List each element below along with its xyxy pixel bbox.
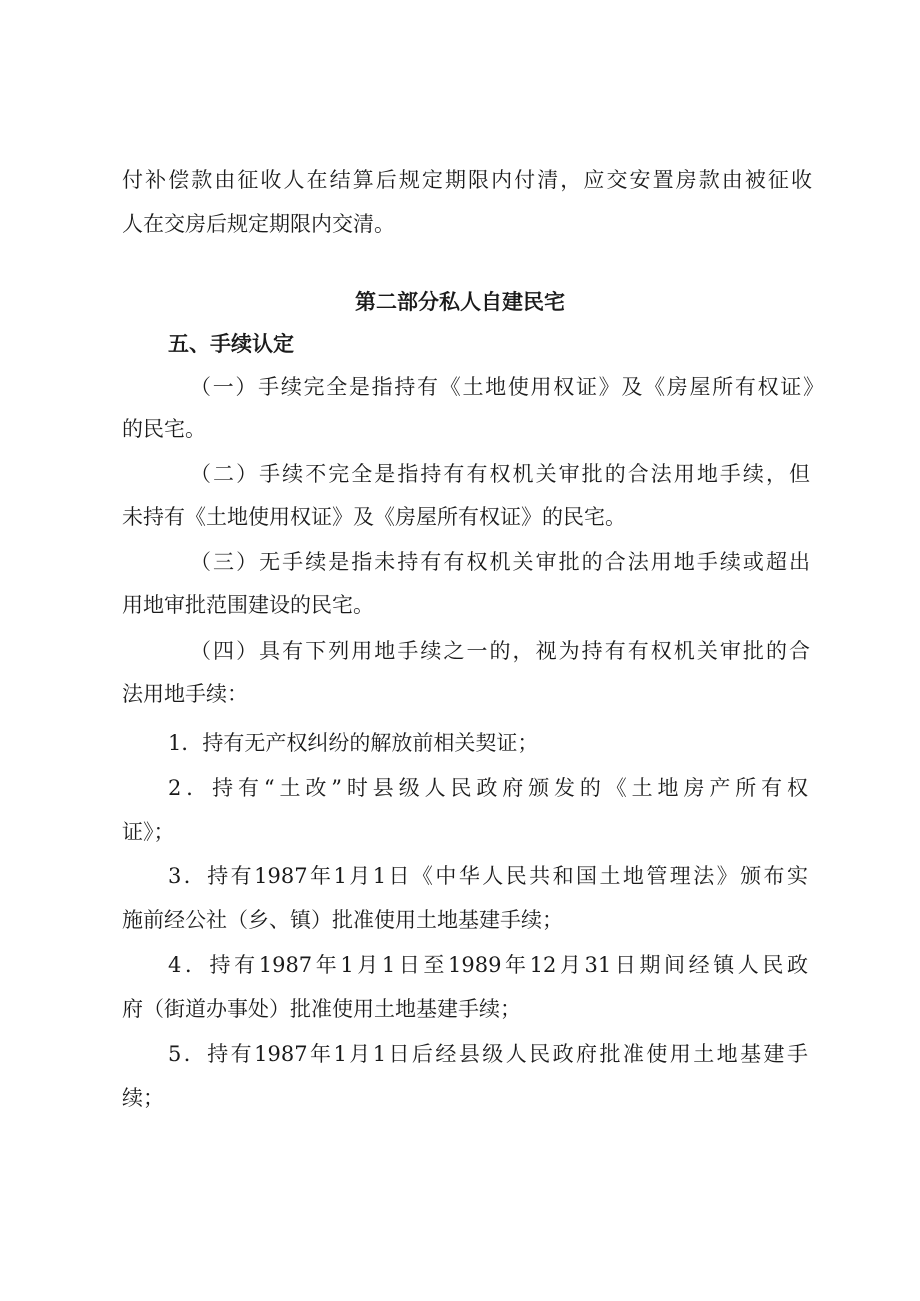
list-item-5-line-2: 续； — [122, 1086, 164, 1110]
list-item-5-line-1: 5．持有1987年1月1日后经县级人民政府批准使用土地基建手 — [168, 1042, 808, 1066]
intro-line-2: 人在交房后规定期限内交清。 — [122, 212, 395, 236]
list-item-2-line-2: 证》； — [122, 820, 175, 844]
paragraph-3-line-1: （三）无手续是指未持有有权机关审批的合法用地手续或超出 — [190, 550, 810, 574]
list-item-4-line-1: 4．持有1987年1月1日至1989年12月31日期间经镇人民政 — [168, 953, 808, 977]
paragraph-2-line-2: 未持有《土地使用权证》及《房屋所有权证》的民宅。 — [122, 505, 626, 529]
list-item-4-line-2: 府（街道办事处）批准使用土地基建手续； — [122, 997, 521, 1021]
list-item-3-line-2: 施前经公社（乡、镇）批准使用土地基建手续； — [122, 908, 563, 932]
paragraph-4-line-2: 法用地手续： — [122, 682, 248, 706]
list-item-2-line-1: 2．持有“土改”时县级人民政府颁发的《土地房产所有权 — [168, 776, 808, 800]
part-title: 第二部分私人自建民宅 — [355, 290, 565, 314]
paragraph-2-line-1: （二）手续不完全是指持有有权机关审批的合法用地手续，但 — [190, 462, 810, 486]
paragraph-1-line-1: （一）手续完全是指持有《土地使用权证》及《房屋所有权证》 — [190, 375, 824, 399]
section-title: 五、手续认定 — [168, 332, 294, 356]
intro-line-1: 付补偿款由征收人在结算后规定期限内付清，应交安置房款由被征收 — [122, 168, 812, 192]
paragraph-4-line-1: （四）具有下列用地手续之一的，视为持有有权机关审批的合 — [190, 639, 810, 663]
paragraph-3-line-2: 用地审批范围建设的民宅。 — [122, 593, 374, 617]
list-item-3-line-1: 3．持有1987年1月1日《中华人民共和国土地管理法》颁布实 — [168, 864, 808, 888]
paragraph-1-line-2: 的民宅。 — [122, 417, 206, 441]
list-item-1-line-1: 1．持有无产权纠纷的解放前相关契证； — [168, 731, 539, 755]
